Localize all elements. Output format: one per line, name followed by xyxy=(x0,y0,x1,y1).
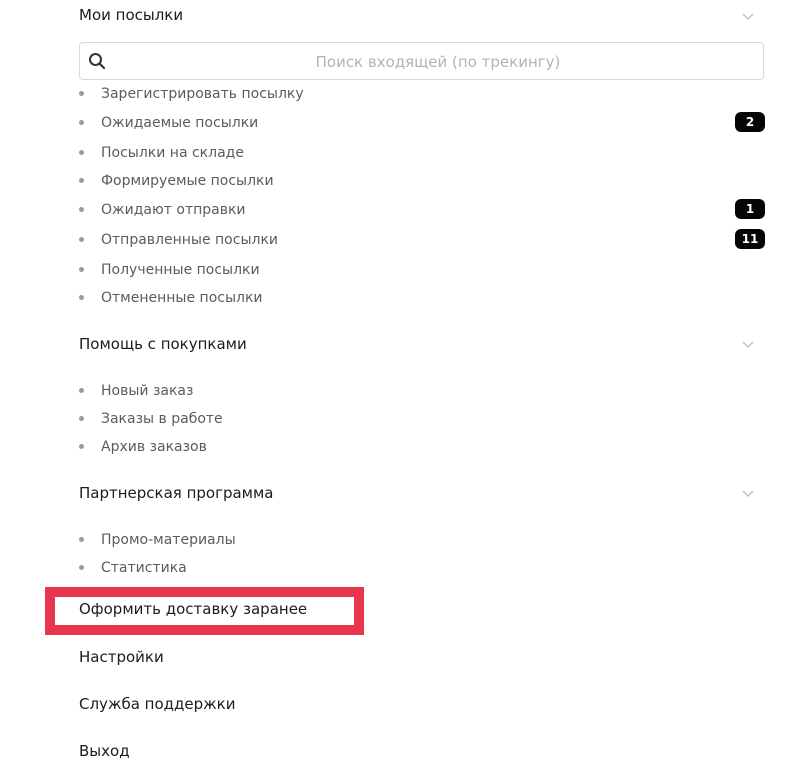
bullet xyxy=(79,388,84,393)
list-item-new-order[interactable] xyxy=(79,380,769,402)
search-box xyxy=(79,42,764,80)
list-item-expected-parcels[interactable] xyxy=(79,112,769,134)
chevron-down-icon[interactable] xyxy=(740,485,756,501)
list-item-statistics[interactable] xyxy=(79,557,769,579)
bullet xyxy=(79,237,84,242)
chevron-down-icon[interactable] xyxy=(740,336,756,352)
section-title-partner-program[interactable]: Партнерская программа xyxy=(79,484,274,502)
list-item-label: Полученные посылки xyxy=(101,262,260,278)
bullet xyxy=(79,444,84,449)
search-icon xyxy=(88,52,106,70)
list-item-label: Архив заказов xyxy=(101,439,207,455)
list-item-received-parcels[interactable] xyxy=(79,259,769,281)
list-item-label: Ожидаемые посылки xyxy=(101,115,259,131)
list-item-orders-in-progress[interactable] xyxy=(79,408,769,430)
bullet xyxy=(79,565,84,570)
bullet xyxy=(79,91,84,96)
bullet xyxy=(79,120,84,125)
list-item-sent-parcels[interactable] xyxy=(79,229,769,251)
list-item-label: Промо-материалы xyxy=(101,532,236,548)
bullet xyxy=(79,207,84,212)
section-title-parcels[interactable]: Мои посылки xyxy=(79,6,184,24)
bullet xyxy=(79,537,84,542)
list-item-label: Ожидают отправки xyxy=(101,202,246,218)
section-title-purchase-help[interactable]: Помощь с покупками xyxy=(79,335,247,353)
list-item-label: Новый заказ xyxy=(101,383,194,399)
chevron-down-icon[interactable] xyxy=(740,8,756,24)
bullet xyxy=(79,416,84,421)
support-link[interactable]: Служба поддержки xyxy=(79,695,236,713)
list-item-label: Заказы в работе xyxy=(101,411,223,427)
list-item-label: Посылки на складе xyxy=(101,145,244,161)
list-item-promo-materials[interactable] xyxy=(79,529,769,551)
bullet xyxy=(79,295,84,300)
list-item-cancelled-parcels[interactable] xyxy=(79,287,769,309)
list-item-label: Формируемые посылки xyxy=(101,173,274,189)
count-badge: 1 xyxy=(735,199,765,219)
bullet xyxy=(79,150,84,155)
bullet xyxy=(79,267,84,272)
list-item-order-archive[interactable] xyxy=(79,436,769,458)
list-item-register-parcel[interactable] xyxy=(79,83,769,105)
list-item-forming-parcels[interactable] xyxy=(79,170,769,192)
list-item-parcels-in-warehouse[interactable] xyxy=(79,142,769,164)
pre-order-delivery-link[interactable]: Оформить доставку заранее xyxy=(79,600,308,618)
count-badge: 2 xyxy=(735,112,765,132)
list-item-awaiting-shipment[interactable] xyxy=(79,199,769,221)
logout-link[interactable]: Выход xyxy=(79,742,130,760)
settings-link[interactable]: Настройки xyxy=(79,648,164,666)
bullet xyxy=(79,178,84,183)
search-input[interactable] xyxy=(116,44,760,80)
count-badge: 11 xyxy=(735,229,765,249)
list-item-label: Зарегистрировать посылку xyxy=(101,86,304,102)
list-item-label: Статистика xyxy=(101,560,187,576)
list-item-label: Отправленные посылки xyxy=(101,232,279,248)
list-item-label: Отмененные посылки xyxy=(101,290,263,306)
